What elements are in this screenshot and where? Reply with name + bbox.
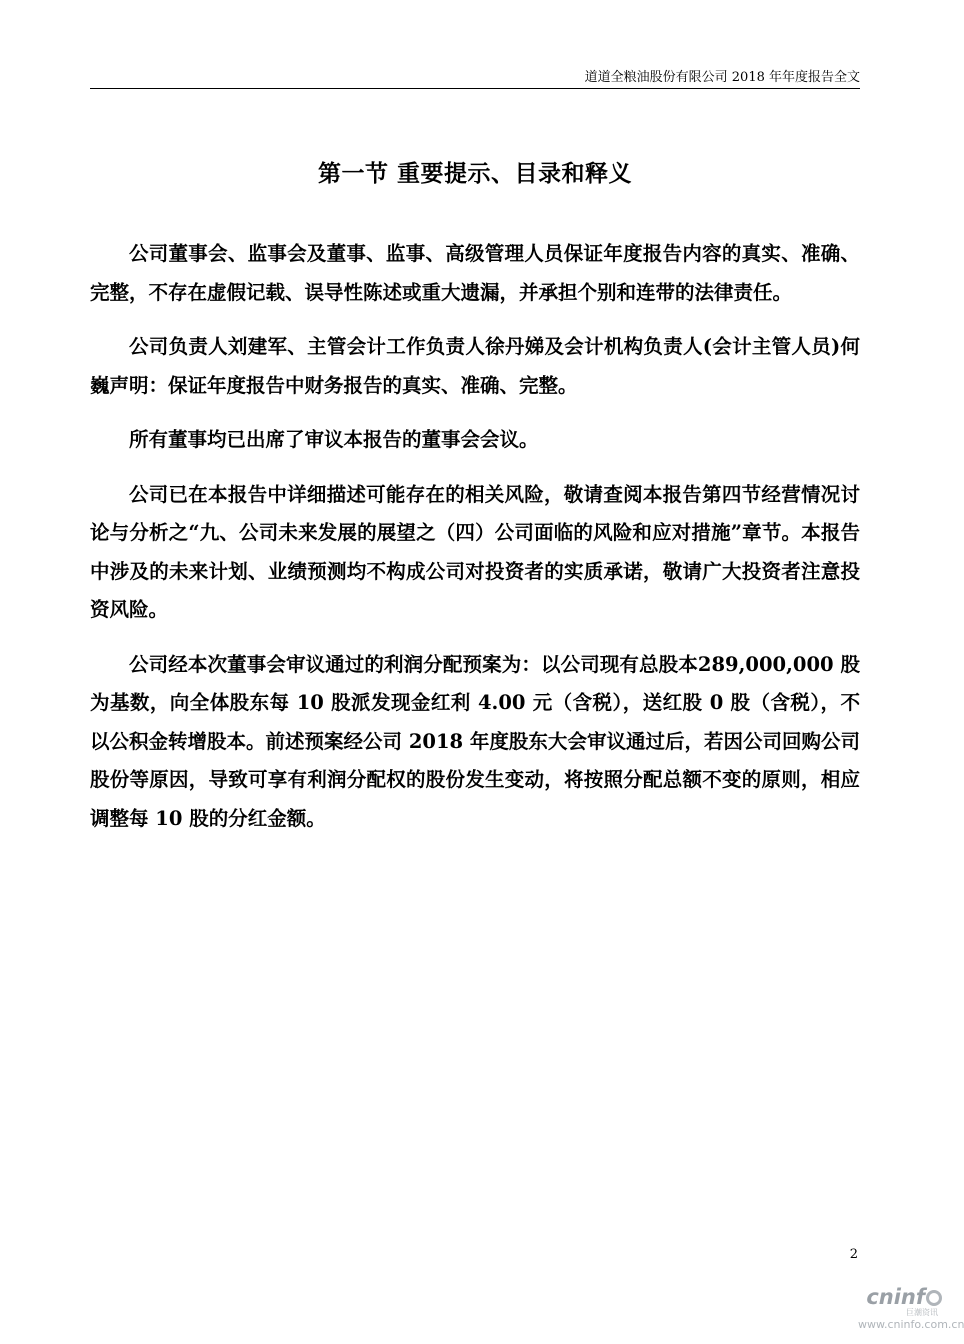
paragraph-responsible-persons: 公司负责人刘建军、主管会计工作负责人徐丹娣及会计机构负责人(会计主管人员)何巍声明：保证年度报告中财务报告的真实、准确、完整。: [90, 335, 860, 397]
watermark-url: www.cninfo.com.cn: [858, 1318, 964, 1331]
paragraph-board-guarantee: 公司董事会、监事会及董事、监事、高级管理人员保证年度报告内容的真实、准确、完整，不存在虚假记载、误导性陈述或重大遗漏，并承担个别和连带的法律责任。: [90, 242, 860, 304]
body-content: [90, 235, 860, 854]
watermark-cn: 巨潮资讯: [906, 1308, 938, 1317]
header-title: 道道全粮油股份有限公司 2018 年年度报告全文: [584, 70, 860, 85]
cninfo-watermark: [858, 1285, 964, 1332]
paragraph-profit-distribution: 公司经本次董事会审议通过的利润分配预案为：以公司现有总股本289,000,000 股为基数，向全体股东每 10 股派发现金红利 4.00 元（含税），送红股 0 股（含税），不以公积金转增股本。前述预案经公司 2018 年度股东大会审议通过后，若因公司回购公司股份等原因，导致可享有利润分配权的股份发生变动，将按照分配总额不变的原则，相应调整每 10 股的分红金额。: [90, 652, 860, 830]
section-title: 第一节 重要提示、目录和释义: [317, 160, 632, 187]
watermark-logo: cninf: [858, 1286, 942, 1308]
paragraph-risk-notice: 公司已在本报告中详细描述可能存在的相关风险，敬请查阅本报告第四节经营情况讨论与分析之“九、公司未来发展的展望之（四）公司面临的风险和应对措施”章节。本报告中涉及的未来计划、业绩预测均不构成公司对投资者的实质承诺，敬请广大投资者注意投资风险。: [90, 482, 860, 621]
swirl-icon: [926, 1290, 942, 1306]
page-header: [90, 62, 860, 89]
paragraph-directors-attendance: 所有董事均已出席了审议本报告的董事会会议。: [129, 428, 539, 451]
page-number: 2: [849, 1247, 858, 1262]
